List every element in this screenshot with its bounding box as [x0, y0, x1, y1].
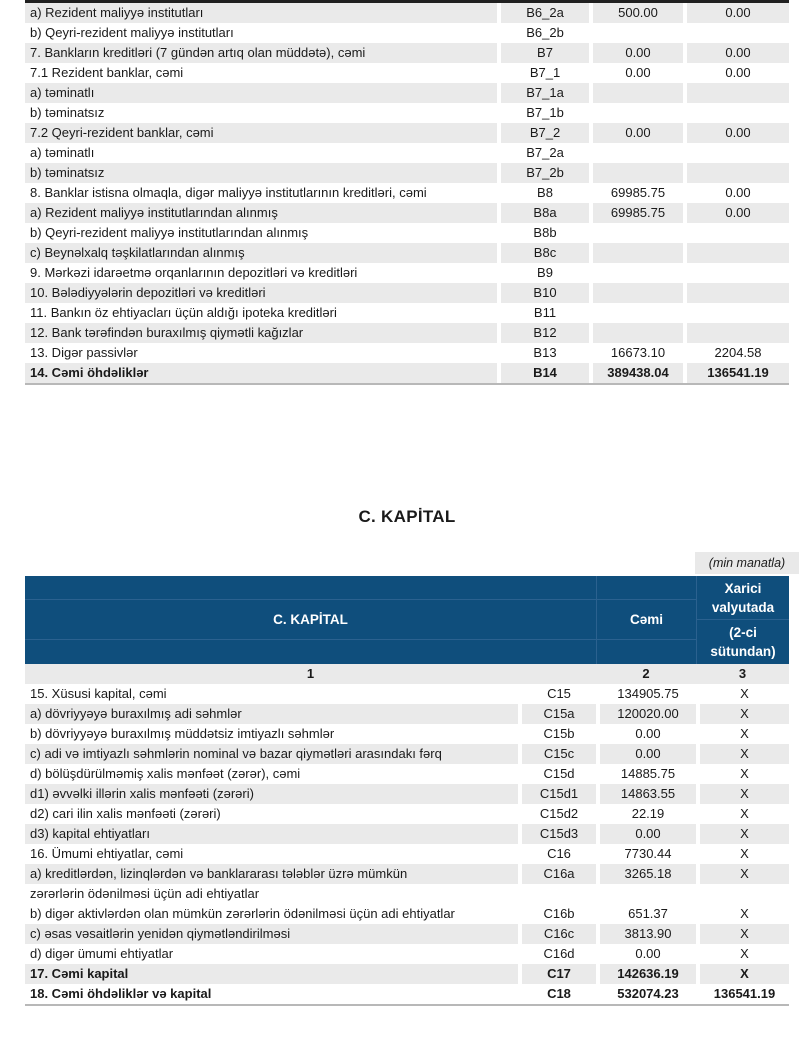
table-row [25, 764, 789, 784]
row-code: B7_1 [529, 65, 561, 80]
table-row [25, 744, 789, 764]
header-col-foreign-currency [696, 576, 789, 664]
row-fx: 0.00 [725, 185, 751, 200]
table-row [25, 263, 789, 283]
row-code: B14 [501, 363, 589, 383]
table-row [25, 784, 789, 804]
row-fx [687, 143, 789, 163]
row-code: B7 [501, 43, 589, 63]
row-code: C15c [522, 744, 596, 764]
table-row [25, 223, 789, 243]
row-total: 0.00 [593, 43, 683, 63]
row-code [522, 884, 596, 904]
row-fx: X [740, 806, 749, 821]
row-fx: 0.00 [687, 203, 789, 223]
row-label: b) digər aktivlərdən olan mümkün zərərlərin ödənilməsi üçün adi ehtiyatlar [30, 906, 455, 921]
row-fx [687, 323, 789, 343]
row-code: B8c [501, 243, 589, 263]
row-fx: 0.00 [687, 3, 789, 23]
row-label: a) kreditlərdən, lizinqlərdən və banklararası tələblər üzrə mümkün [25, 864, 518, 884]
row-fx [687, 83, 789, 103]
row-fx: X [740, 686, 749, 701]
row-code: C16 [547, 846, 571, 861]
row-fx [687, 23, 789, 43]
header-fx-line2: (2-ci sütundan) [710, 625, 776, 659]
row-code: C16b [543, 906, 575, 921]
row-fx [687, 163, 789, 183]
table-row [25, 844, 789, 864]
table-row [25, 724, 789, 744]
table-row [25, 283, 789, 303]
row-label: 14. Cəmi öhdəliklər [25, 363, 497, 383]
row-label: c) əsas vəsaitlərin yenidən qiymətləndirilməsi [25, 924, 518, 944]
row-total: 14863.55 [600, 784, 696, 804]
row-code: B7_2 [501, 123, 589, 143]
row-total [593, 283, 683, 303]
row-fx: X [700, 784, 789, 804]
row-label: c) Beynəlxalq təşkilatlarından alınmış [25, 243, 497, 263]
section-title: C. KAPİTAL [358, 507, 456, 526]
row-label: 12. Bank tərəfindən buraxılmış qiymətli kağızlar [25, 323, 497, 343]
table-row [25, 904, 789, 924]
table-row [25, 824, 789, 844]
row-total: 0.00 [600, 744, 696, 764]
table-row [25, 804, 789, 824]
row-total [593, 103, 683, 123]
unit-note: (min manatla) [695, 552, 799, 574]
table-row [25, 684, 789, 704]
row-label: 13. Digər passivlər [30, 345, 138, 360]
row-total: 22.19 [631, 806, 665, 821]
row-total: 389438.04 [593, 363, 683, 383]
row-code: B7_1b [526, 105, 564, 120]
column-number-2: 2 [642, 666, 650, 681]
row-fx: X [700, 924, 789, 944]
row-code: C17 [522, 964, 596, 984]
row-code: C15b [543, 726, 575, 741]
row-fx: 136541.19 [713, 986, 776, 1001]
row-code: B6_2b [526, 25, 564, 40]
table-row [25, 123, 789, 143]
row-total: 7730.44 [624, 846, 672, 861]
row-label: 15. Xüsusi kapital, cəmi [30, 686, 167, 701]
row-code: B13 [533, 345, 557, 360]
row-total [593, 83, 683, 103]
table-row [25, 203, 789, 223]
row-fx: 0.00 [687, 123, 789, 143]
unit-note-row [25, 552, 789, 574]
row-code: B8a [501, 203, 589, 223]
row-total: 69985.75 [610, 185, 666, 200]
table-row [25, 3, 789, 23]
row-label: b) təminatsız [25, 163, 497, 183]
row-code: C15 [547, 686, 571, 701]
row-fx: X [700, 964, 789, 984]
row-label: d2) cari ilin xalis mənfəəti (zərəri) [30, 806, 221, 821]
row-label: a) təminatlı [25, 83, 497, 103]
row-label: zərərlərin ödənilməsi üçün adi ehtiyatlar [30, 886, 260, 901]
row-label: 8. Banklar istisna olmaqla, digər maliyyə institutlarının kreditləri, cəmi [30, 185, 427, 200]
row-total: 500.00 [593, 3, 683, 23]
row-total: 134905.75 [617, 686, 679, 701]
table-row [25, 143, 789, 163]
row-total: 651.37 [628, 906, 668, 921]
row-total [593, 163, 683, 183]
row-label: 18. Cəmi öhdəliklər və kapital [30, 986, 212, 1001]
row-fx: X [740, 766, 749, 781]
row-label: d) digər ümumi ehtiyatlar [30, 946, 174, 961]
row-fx [687, 303, 789, 323]
row-total: 0.00 [625, 65, 651, 80]
row-code: C16a [522, 864, 596, 884]
row-label: b) dövriyyəyə buraxılmış müddətsiz imtiyazlı səhmlər [30, 726, 335, 741]
row-fx: 0.00 [687, 43, 789, 63]
row-total: 142636.19 [600, 964, 696, 984]
row-code: B8b [533, 225, 557, 240]
row-fx: X [740, 946, 749, 961]
row-label: 17. Cəmi kapital [25, 964, 518, 984]
row-fx [687, 243, 789, 263]
row-total: 3265.18 [600, 864, 696, 884]
row-total: 0.00 [593, 123, 683, 143]
table-row [25, 864, 789, 884]
row-fx: X [700, 824, 789, 844]
row-fx: X [740, 846, 749, 861]
capital-table-header [25, 576, 789, 664]
row-total [593, 223, 683, 243]
row-total: 0.00 [600, 824, 696, 844]
row-total: 0.00 [635, 946, 661, 961]
row-fx [687, 223, 789, 243]
liabilities-table [25, 0, 789, 385]
table-row [25, 303, 789, 323]
row-label: b) Qeyri-rezident maliyyə institutları [30, 25, 234, 40]
row-total [593, 303, 683, 323]
row-code: C15d1 [522, 784, 596, 804]
row-total: 120020.00 [600, 704, 696, 724]
table-row [25, 323, 789, 343]
row-label: a) Rezident maliyyə institutlarından alınmış [25, 203, 497, 223]
row-fx: 136541.19 [687, 363, 789, 383]
header-band [597, 576, 696, 600]
table-row [25, 163, 789, 183]
table-row [25, 704, 789, 724]
header-col-total [596, 576, 696, 664]
table-row [25, 924, 789, 944]
liabilities-table-rows [25, 3, 789, 383]
table-row [25, 884, 789, 904]
row-label: 16. Ümumi ehtiyatlar, cəmi [30, 846, 184, 861]
row-label: a) Rezident maliyyə institutları [25, 3, 497, 23]
row-label: 7.1 Rezident banklar, cəmi [30, 65, 184, 80]
header-total-cell: Cəmi [597, 600, 696, 640]
column-number-1: 1 [306, 666, 315, 681]
row-code: C16c [522, 924, 596, 944]
table-row [25, 984, 789, 1004]
row-total [593, 263, 683, 283]
row-total: 69985.75 [593, 203, 683, 223]
row-label: b) Qeyri-rezident maliyyə institutlarından alınmış [30, 225, 309, 240]
row-fx: X [700, 704, 789, 724]
table-row [25, 43, 789, 63]
row-fx: 0.00 [725, 65, 751, 80]
table-row [25, 964, 789, 984]
table-row [25, 363, 789, 383]
row-code: C15d3 [522, 824, 596, 844]
row-code: B8 [537, 185, 553, 200]
row-code: B7_1a [501, 83, 589, 103]
header-band [597, 640, 696, 664]
row-total: 532074.23 [617, 986, 679, 1001]
row-code: B11 [533, 305, 557, 320]
row-code: B7_2b [501, 163, 589, 183]
table-row [25, 23, 789, 43]
row-fx: X [700, 864, 789, 884]
table-row [25, 63, 789, 83]
table-row [25, 243, 789, 263]
row-label: 7.2 Qeyri-rezident banklar, cəmi [25, 123, 497, 143]
row-label: d1) əvvəlki illərin xalis mənfəəti (zərəri) [25, 784, 518, 804]
header-col-label [25, 576, 596, 664]
row-code: B6_2a [501, 3, 589, 23]
row-total [593, 143, 683, 163]
row-label: 9. Mərkəzi idarəetmə orqanlarının depozitləri və kreditləri [30, 265, 358, 280]
row-label: 10. Bələdiyyələrin depozitləri və kreditləri [25, 283, 497, 303]
row-label: d3) kapital ehtiyatları [25, 824, 518, 844]
header-fx-line1: Xarici valyutada [697, 576, 789, 620]
column-number-3: 3 [738, 666, 747, 681]
row-label: c) adi və imtiyazlı səhmlərin nominal və bazar qiymətləri arasındakı fərq [25, 744, 518, 764]
table-row [25, 343, 789, 363]
table-bottom-rule [25, 1004, 789, 1006]
row-code: C16d [543, 946, 575, 961]
row-fx [687, 103, 789, 123]
row-code: C15a [522, 704, 596, 724]
row-code: C15d2 [539, 806, 579, 821]
row-total: 0.00 [635, 726, 661, 741]
table-row [25, 103, 789, 123]
row-fx [687, 283, 789, 303]
row-fx: X [700, 744, 789, 764]
row-code: B10 [501, 283, 589, 303]
row-total: 16673.10 [610, 345, 666, 360]
row-fx: X [740, 726, 749, 741]
row-label: a) dövriyyəyə buraxılmış adi səhmlər [25, 704, 518, 724]
row-total [593, 23, 683, 43]
row-code: B9 [537, 265, 553, 280]
row-fx [687, 263, 789, 283]
table-bottom-rule [25, 383, 789, 385]
capital-table [25, 576, 789, 1006]
row-total [593, 323, 683, 343]
row-label: 11. Bankın öz ehtiyacları üçün aldığı ipoteka kreditləri [30, 305, 337, 320]
row-label: 7. Bankların kreditləri (7 gündən artıq olan müddətə), cəmi [25, 43, 497, 63]
header-label-cell: C. KAPİTAL [25, 600, 596, 640]
row-code: B12 [501, 323, 589, 343]
table-row [25, 944, 789, 964]
column-number-row [25, 664, 789, 684]
row-total: 3813.90 [600, 924, 696, 944]
row-code: C18 [547, 986, 571, 1001]
row-label: d) bölüşdürülməmiş xalis mənfəət (zərər), cəmi [30, 766, 301, 781]
table-row [25, 183, 789, 203]
row-label: b) təminatsız [30, 105, 105, 120]
row-code: B7_2a [526, 145, 564, 160]
row-total [593, 243, 683, 263]
row-fx: X [740, 906, 749, 921]
row-fx: 2204.58 [714, 345, 762, 360]
header-band [25, 640, 596, 664]
row-label: a) təminatlı [30, 145, 95, 160]
row-fx [700, 884, 789, 904]
table-row [25, 83, 789, 103]
row-total: 14885.75 [620, 766, 676, 781]
row-code: C15d [543, 766, 575, 781]
header-band [25, 576, 596, 600]
capital-table-rows [25, 684, 789, 1004]
row-total [600, 884, 696, 904]
